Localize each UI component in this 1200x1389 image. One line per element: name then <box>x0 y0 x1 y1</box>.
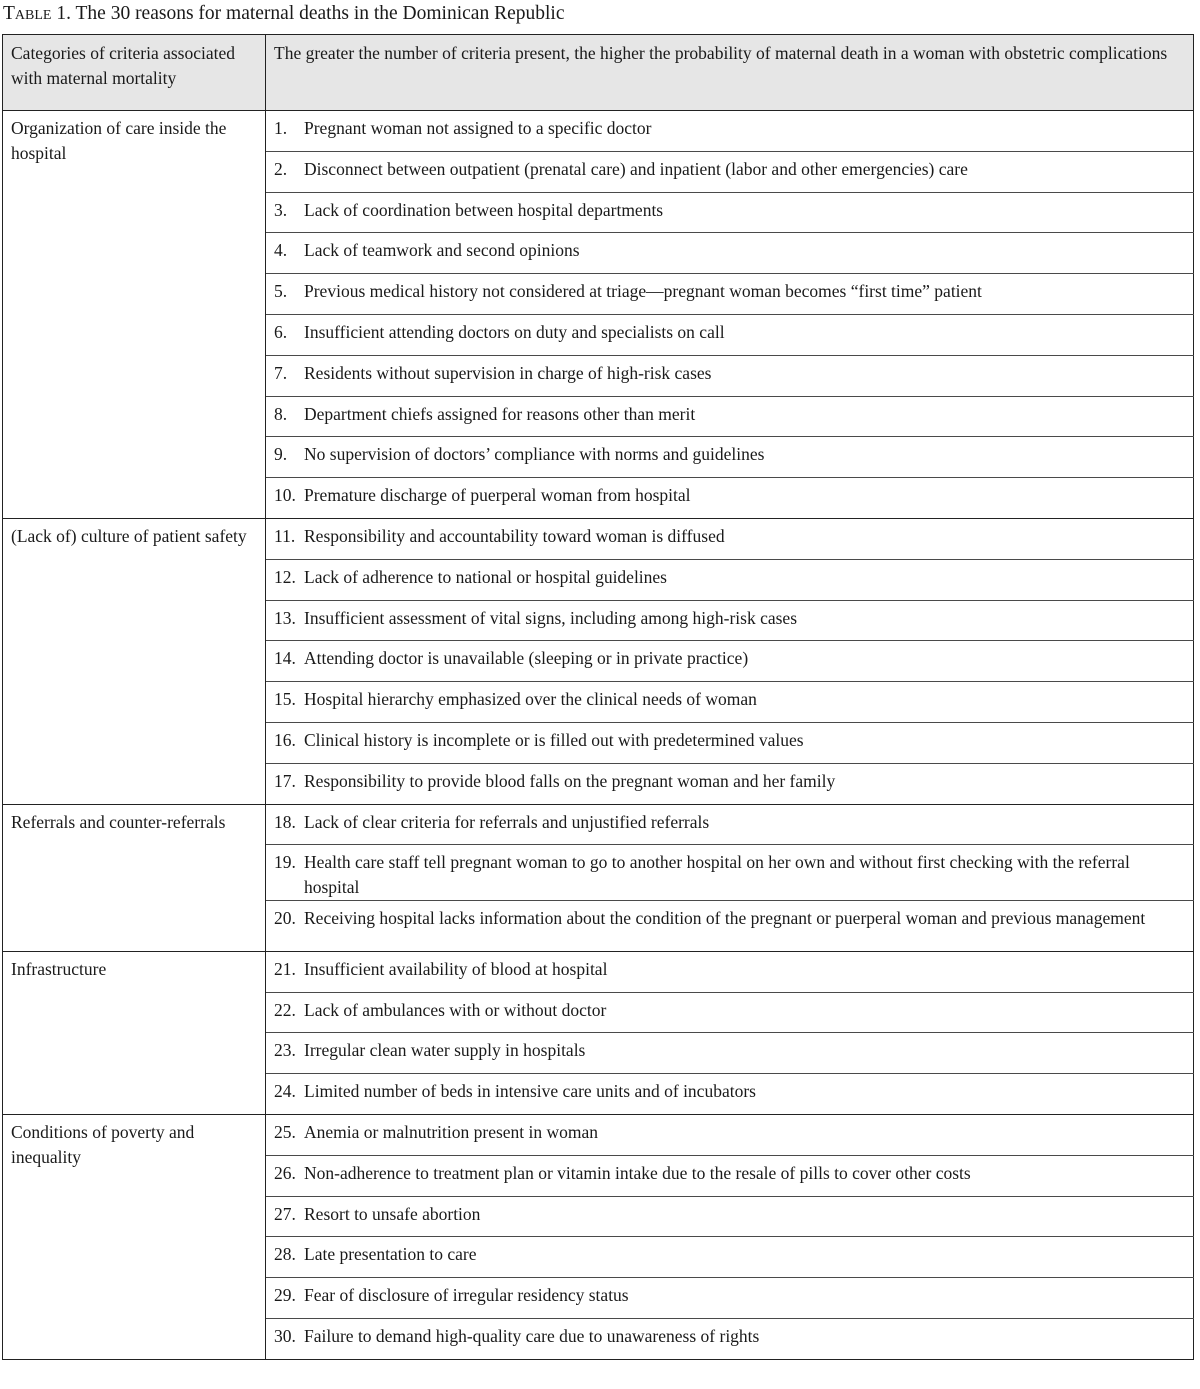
criterion-cell <box>266 641 1194 682</box>
criterion-cell <box>266 478 1194 519</box>
criterion-text: Premature discharge of puerperal woman from hospital <box>304 485 691 506</box>
criterion-text: Residents without supervision in charge of high-risk cases <box>304 362 712 383</box>
criterion-text: Previous medical history not considered at triage—pregnant woman becomes “first time” patient <box>304 281 982 302</box>
criterion-cell <box>266 682 1194 723</box>
criterion-cell <box>266 722 1194 763</box>
criterion-text: Non-adherence to treatment plan or vitamin intake due to the resale of pills to cover other costs <box>304 1162 971 1183</box>
criterion-cell <box>266 1115 1194 1156</box>
criterion-number: 9. <box>274 444 288 465</box>
criterion-number: 30. <box>274 1326 296 1347</box>
category-cell: Organization of care inside the hospital <box>3 111 266 519</box>
criterion-number: 16. <box>274 729 296 750</box>
criterion-cell <box>266 355 1194 396</box>
criterion-text: Lack of teamwork and second opinions <box>304 240 580 261</box>
criterion-cell <box>266 804 1194 845</box>
criterion-cell <box>266 951 1194 992</box>
criterion-cell <box>266 1155 1194 1196</box>
criterion-number: 25. <box>274 1122 296 1143</box>
criterion-text: Insufficient attending doctors on duty and specialists on call <box>304 321 725 342</box>
criterion-text: Irregular clean water supply in hospitals <box>304 1040 586 1061</box>
criterion-cell <box>266 151 1194 192</box>
table-title: The 30 reasons for maternal deaths in the Dominican Republic <box>75 3 565 24</box>
criterion-text: Receiving hospital lacks information about the condition of the pregnant or puerperal woman and previous management <box>304 908 1146 929</box>
criterion-number: 15. <box>274 689 296 710</box>
criterion-cell <box>266 1074 1194 1115</box>
criterion-cell <box>266 992 1194 1033</box>
criterion-text: Resort to unsafe abortion <box>304 1203 481 1224</box>
criterion-text: Failure to demand high-quality care due to unawareness of rights <box>304 1326 760 1347</box>
criterion-cell <box>266 274 1194 315</box>
criterion-text: Hospital hierarchy emphasized over the clinical needs of woman <box>304 689 757 710</box>
criterion-text: Lack of coordination between hospital departments <box>304 199 664 220</box>
criterion-cell <box>266 1237 1194 1278</box>
table-row <box>3 111 1194 152</box>
criterion-number: 6. <box>274 321 288 342</box>
table-header-row <box>3 35 1194 111</box>
category-cell: Referrals and counter-referrals <box>3 804 266 951</box>
table-row <box>3 518 1194 559</box>
criterion-number: 29. <box>274 1285 296 1306</box>
criterion-number: 28. <box>274 1244 296 1265</box>
criterion-cell <box>266 437 1194 478</box>
criterion-text: Late presentation to care <box>304 1244 477 1265</box>
criterion-text: Health care staff tell pregnant woman to go to another hospital on her own and without first checking with the referral hospital <box>304 852 1130 898</box>
criterion-text: Limited number of beds in intensive care units and of incubators <box>304 1081 756 1102</box>
criterion-cell <box>266 192 1194 233</box>
table-body <box>3 111 1194 1360</box>
criterion-number: 2. <box>274 158 288 179</box>
criterion-text: Responsibility and accountability toward woman is diffused <box>304 525 725 546</box>
criterion-number: 8. <box>274 403 288 424</box>
criterion-cell <box>266 1033 1194 1074</box>
criterion-cell <box>266 901 1194 952</box>
criterion-number: 12. <box>274 566 296 587</box>
criterion-text: Lack of clear criteria for referrals and unjustified referrals <box>304 811 710 832</box>
criterion-text: Insufficient availability of blood at hospital <box>304 958 608 979</box>
criterion-number: 22. <box>274 999 296 1020</box>
criterion-text: Lack of adherence to national or hospital guidelines <box>304 566 667 587</box>
criterion-text: Department chiefs assigned for reasons other than merit <box>304 403 696 424</box>
criterion-number: 19. <box>274 852 296 873</box>
criterion-cell <box>266 600 1194 641</box>
table-row <box>3 951 1194 992</box>
criterion-number: 7. <box>274 362 288 383</box>
criterion-text: Clinical history is incomplete or is filled out with predetermined values <box>304 729 804 750</box>
criterion-number: 24. <box>274 1081 296 1102</box>
header-categories: Categories of criteria associated with maternal mortality <box>3 35 266 111</box>
table-row <box>3 804 1194 845</box>
criterion-number: 14. <box>274 648 296 669</box>
criterion-number: 13. <box>274 607 296 628</box>
criterion-number: 4. <box>274 240 288 261</box>
criterion-text: No supervision of doctors’ compliance with norms and guidelines <box>304 444 765 465</box>
criterion-cell <box>266 518 1194 559</box>
criterion-number: 27. <box>274 1203 296 1224</box>
criterion-cell <box>266 845 1194 901</box>
criterion-cell <box>266 559 1194 600</box>
category-cell: (Lack of) culture of patient safety <box>3 518 266 804</box>
criterion-cell <box>266 763 1194 804</box>
criterion-number: 18. <box>274 811 296 832</box>
criteria-table <box>2 34 1194 1360</box>
criterion-text: Lack of ambulances with or without doctor <box>304 999 607 1020</box>
criterion-number: 11. <box>274 525 296 546</box>
table-row <box>3 1115 1194 1156</box>
criterion-number: 21. <box>274 958 296 979</box>
criterion-text: Fear of disclosure of irregular residency status <box>304 1285 629 1306</box>
criterion-number: 1. <box>274 118 288 138</box>
criterion-number: 20. <box>274 908 296 929</box>
criterion-number: 10. <box>274 485 296 506</box>
category-cell: Infrastructure <box>3 951 266 1114</box>
category-cell: Conditions of poverty and inequality <box>3 1115 266 1360</box>
criterion-text: Attending doctor is unavailable (sleeping or in private practice) <box>304 648 749 669</box>
criterion-text: Responsibility to provide blood falls on the pregnant woman and her family <box>304 770 836 791</box>
criterion-number: 5. <box>274 281 288 302</box>
criterion-cell <box>266 1196 1194 1237</box>
criterion-cell <box>266 314 1194 355</box>
criterion-number: 3. <box>274 199 288 220</box>
criterion-number: 23. <box>274 1040 296 1061</box>
table-label: Table 1. <box>3 3 71 24</box>
criterion-cell <box>266 111 1194 152</box>
criterion-number: 17. <box>274 770 296 791</box>
criterion-text: Anemia or malnutrition present in woman <box>304 1122 599 1143</box>
criterion-text: Pregnant woman not assigned to a specific doctor <box>304 118 652 138</box>
criterion-cell <box>266 396 1194 437</box>
criterion-number: 26. <box>274 1162 296 1183</box>
criterion-cell <box>266 1319 1194 1360</box>
table-caption <box>3 2 564 26</box>
criterion-cell <box>266 1278 1194 1319</box>
header-criteria: The greater the number of criteria present, the higher the probability of maternal death in a woman with obstetric complications <box>266 35 1194 111</box>
criterion-cell <box>266 233 1194 274</box>
criterion-text: Insufficient assessment of vital signs, including among high-risk cases <box>304 607 797 628</box>
criterion-text: Disconnect between outpatient (prenatal care) and inpatient (labor and other emergencies) care <box>304 158 968 179</box>
